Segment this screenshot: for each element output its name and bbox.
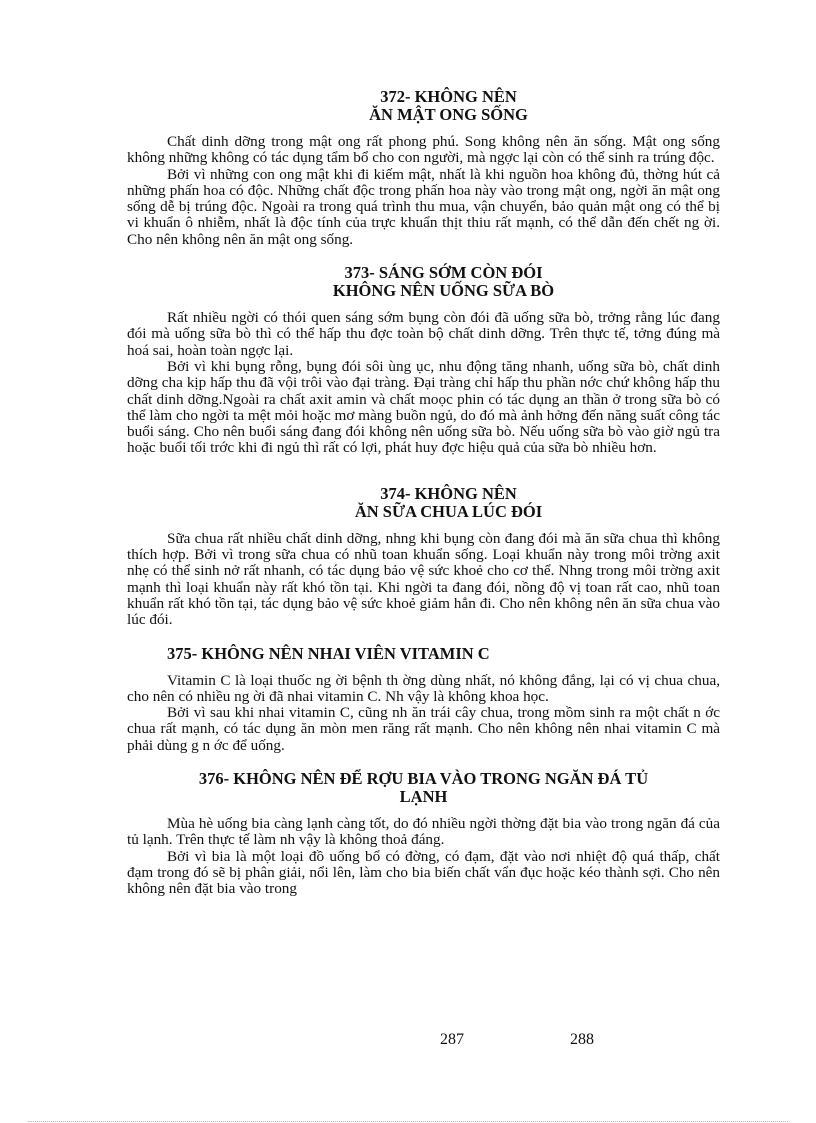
paragraph: Rất nhiều ngời có thói quen sáng sớm bụng còn đói đã uống sữa bò, trởng rằng lúc đang đói mà uống sữa bò thì có thể hấp thu đợc toàn bộ chất dinh dỡng. Trên thực tế, tởng đúng mà hoá sai, hoàn toàn ngợc lại. — [127, 309, 720, 359]
document-page — [127, 88, 720, 898]
section-376 — [127, 770, 720, 897]
section-372 — [127, 88, 720, 248]
paragraph: Bởi vì bia là một loại đồ uống bổ có đờng, có đạm, đặt vào nơi nhiệt độ quá thấp, chất đạm trong đó sẽ bị phân giải, nổi lên, làm cho bia biến chất vẩn đục hoặc kéo thành sợi. Cho nên không nên đặt bia vào trong — [127, 847, 720, 898]
section-title: 374- KHÔNG NÊN ĂN SỮA CHUA LÚC ĐÓI — [354, 483, 543, 521]
page-number-right: 288 — [570, 1031, 594, 1048]
section-373 — [127, 264, 720, 457]
section-title: 376- KHÔNG NÊN ĐỂ RỢU BIA VÀO TRONG NGĂN ĐÁ TỦ LẠNH — [198, 769, 649, 807]
page-number-left: 287 — [440, 1031, 464, 1048]
section-374 — [127, 485, 720, 629]
paragraph: Sữa chua rất nhiều chất dinh dỡng, nhng khi bụng còn đang đói mà ăn sữa chua thì không thích hợp. Bởi vì trong sữa chua có nhũ toan khuẩn sống. Loại khuẩn này trong môi trờng axit nhẹ có thể sinh nở rất nhanh, có tác dụng bảo vệ sức khoẻ cho cơ thể. Nhng trong môi trờng axit mạnh thì loại khuẩn này rất khó tồn tại. Khi ngời ta đang đói, nồng độ vị toan rất cao, nhũ toan khuẩn rất khó tồn tại, tác dụng bảo vệ sức khoẻ giảm hẳn đi. Cho nên không nên ăn sữa chua vào lúc đói. — [127, 529, 720, 629]
paragraph: Chất dinh dỡng trong mật ong rất phong phú. Song không nên ăn sống. Mật ong sống không những không có tác dụng tẩm bổ cho con người, mà ngợc lại còn có thể sinh ra trúng độc. — [127, 133, 720, 167]
footer-divider — [28, 1121, 788, 1122]
paragraph: Bởi vì những con ong mật khi đi kiếm mật, nhất là khi nguồn hoa không đủ, thờng hút cả những phấn hoa có độc. Những chất độc trong phấn hoa này vào trong mật ong, ngời ăn mật ong sống dễ bị trúng độc. Ngoài ra trong quá trình thu mua, vận chuyển, bảo quản mật ong có thể bị vi khuẩn ô nhiễm, nhất là độc tính của trực khuẩn thịt thiu rất mạnh, có thể dẫn đến chết ng ời. Cho nên không nên ăn mật ong sống. — [127, 165, 720, 248]
paragraph: Mùa hè uống bia càng lạnh càng tốt, do đó nhiều ngời thờng đặt bia vào trong ngăn đá của tủ lạnh. Trên thực tế làm nh vậy là không thoả đáng. — [127, 815, 720, 849]
paragraph: Bởi vì khi bụng rỗng, bụng đói sôi ùng ục, nhu động tăng nhanh, uống sữa bò, chất dinh dỡng cha kịp hấp thu đã vội trôi vào đại tràng. Đại tràng chỉ hấp thu phần nớc chứ không hấp thu chất dinh dỡng.Ngoài ra chất axit amin và chất moọc phin có tác dụng an thần ở trong sữa bò có thể làm cho ngời ta mệt mỏi hoặc mơ màng buồn ngủ, do đó mà ảnh hởng đến năng suất công tác buổi sáng. Cho nên buổi sáng đang đói không nên uống sữa bò. Nếu uống sữa bò vào giờ ngủ tra hoặc buổi tối trớc khi đi ngủ thì rất có lợi, phát huy đợc hiệu quả của sữa bò nhiều hơn. — [127, 357, 720, 457]
section-title: 373- SÁNG SỚM CÒN ĐÓI KHÔNG NÊN UỐNG SỮA BÒ — [332, 263, 555, 301]
section-title: 375- KHÔNG NÊN NHAI VIÊN VITAMIN C — [167, 643, 490, 663]
paragraph: Bởi vì sau khi nhai vitamin C, cũng nh ăn trái cây chua, trong mồm sinh ra một chất n ớc chua rất mạnh, có tác dụng ăn mòn men răng rất mạnh. Cho nên không nên nhai vitamin C mà phải dùng g n ớc để uống. — [127, 704, 720, 754]
section-375 — [127, 645, 720, 754]
section-title: 372- KHÔNG NÊN ĂN MẬT ONG SỐNG — [369, 87, 528, 124]
paragraph: Vitamin C là loại thuốc ng ời bệnh th ờng dùng nhất, nó không đắng, lại có vị chua chua, cho nên có nhiều ng ời đã nhai vitamin C. Nh vậy là không khoa học. — [127, 671, 720, 705]
